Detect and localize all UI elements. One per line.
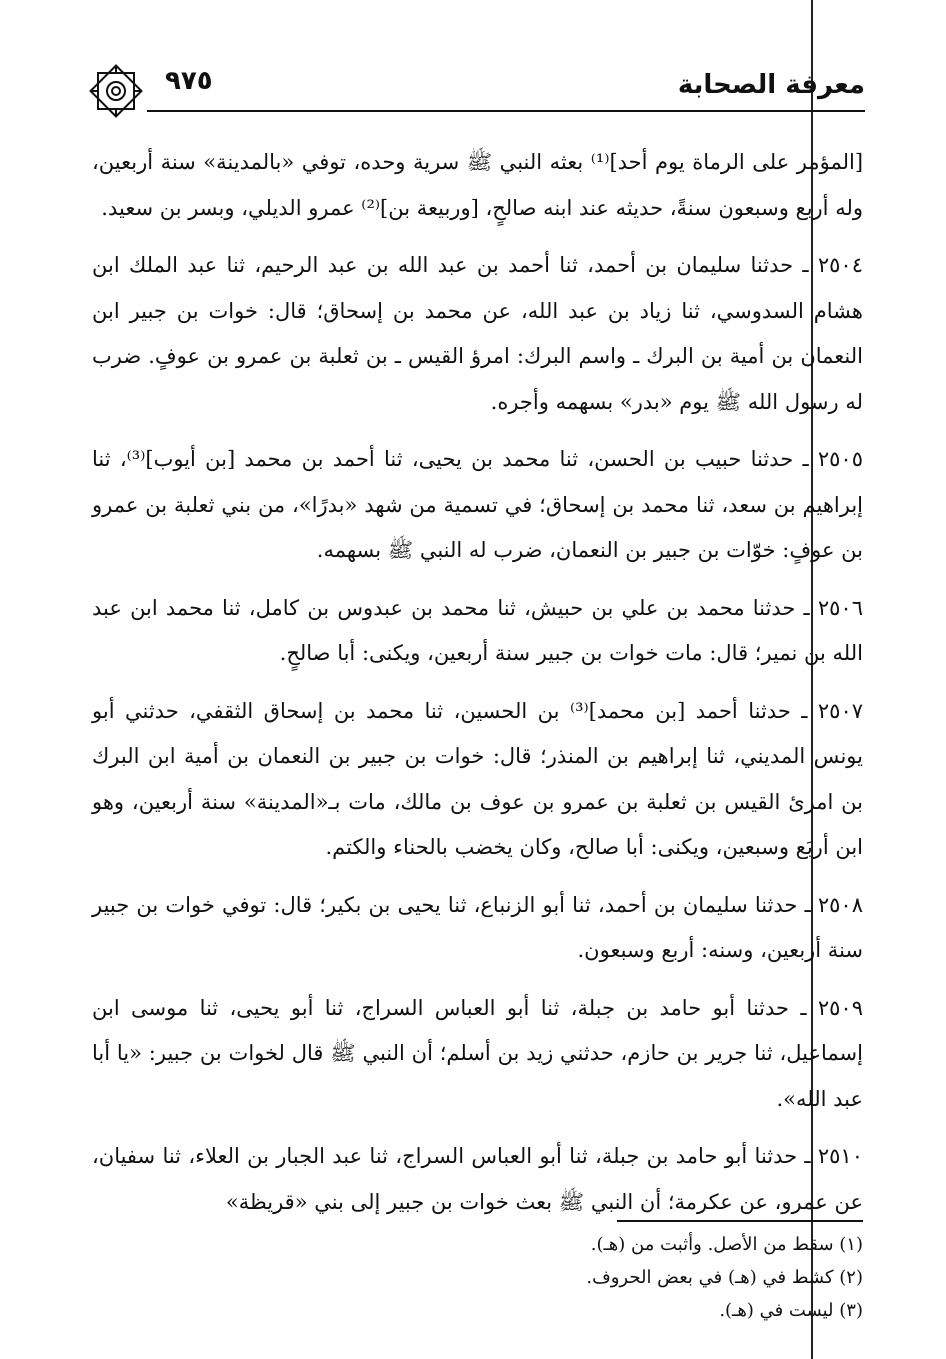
ornament-icon [85, 60, 147, 122]
paragraph-intro: [المؤمر على الرماة يوم أحد]⁽¹⁾ بعثه النبي ﷺ سرية وحده، توفي «بالمدينة» سنة أربعين، وله أربع وسبعون سنةً، حديثه عند ابنه صالحٍ، [وربيعة بن]⁽²⁾ عمرو الديلي، وبسر بن سعيد. [92, 150, 864, 220]
hadith-2507: ٢٥٠٧ ـ حدثنا أحمد [بن محمد]⁽³⁾ بن الحسين، ثنا محمد بن إسحاق الثقفي، حدثني أبو يونس المديني، ثنا إبراهيم بن المنذر؛ قال: خوات بن جبير بن النعمان بن أمية ابن البرك بن امرئ القيس بن ثعلبة بن عمرو بن عوف بن مالك، مات بـ«المدينة» سنة أربعين، وهو ابن أربَع وسبعين، ويكنى: أبا صالح، وكان يخضب بالحناء والكتم. [92, 698, 864, 859]
page-number: ٩٧٥ [165, 66, 213, 96]
footnote-1: (١) سقط من الأصل. وأثبت من (هـ). [590, 1234, 863, 1255]
hadith-2506: ٢٥٠٦ ـ حدثنا محمد بن علي بن حبيش، ثنا محمد بن عبدوس بن كامل، ثنا محمد ابن عبد الله بن نمير؛ قال: مات خوات بن جبير سنة أربعين، ويكنى: أبا صالحٍ. [92, 595, 863, 665]
header-rule [147, 110, 865, 112]
footnote-separator [617, 1220, 863, 1222]
running-title: معرفة الصحابة [677, 70, 865, 100]
page-header [85, 60, 865, 132]
footnote-2: (٢) كشط في (هـ) في بعض الحروف. [586, 1267, 863, 1288]
hadith-2509: ٢٥٠٩ ـ حدثنا أبو حامد بن جبلة، ثنا أبو العباس السراج، ثنا أبو يحيى، ثنا موسى ابن إسماعيل، ثنا جرير بن حازم، حدثني زيد بن أسلم؛ أن النبي ﷺ قال لخوات بن جبير: «يا أبا عبد الله». [92, 995, 863, 1111]
footnote-3: (٣) ليست في (هـ). [719, 1300, 863, 1321]
footnotes [92, 1228, 863, 1327]
hadith-2504: ٢٥٠٤ ـ حدثنا سليمان بن أحمد، ثنا أحمد بن عبد الله بن عبد الرحيم، ثنا عبد الملك ابن هشام السدوسي، ثنا زياد بن عبد الله، عن محمد بن إسحاق؛ قال: خوات بن جبير ابن النعمان بن أمية بن البرك ـ واسم البرك: امرؤ القيس ـ بن ثعلبة بن عمرو بن عوفٍ. ضرب له رسول الله ﷺ يوم «بدر» بسهمه وأجره. [92, 253, 863, 414]
main-text [92, 140, 863, 1225]
hadith-2508: ٢٥٠٨ ـ حدثنا سليمان بن أحمد، ثنا أبو الزنباع، ثنا يحيى بن بكير؛ قال: توفي خوات بن جبير سنة أربعين، وسنه: أربع وسبعون. [92, 892, 863, 962]
hadith-2505: ٢٥٠٥ ـ حدثنا حبيب بن الحسن، ثنا محمد بن يحيى، ثنا أحمد بن محمد [بن أيوب]⁽³⁾، ثنا إبراهيم بن سعد، ثنا محمد بن إسحاق؛ في تسمية من شهد «بدرًا»، من بني ثعلبة بن عمرو بن عوفٍ: خوّات بن جبير بن النعمان، ضرب له النبي ﷺ بسهمه. [92, 447, 863, 562]
hadith-2510: ٢٥١٠ ـ حدثنا أبو حامد بن جبلة، ثنا أبو العباس السراج، ثنا عبد الجبار بن العلاء، ثنا سفيان، عن عمرو، عن عكرمة؛ أن النبي ﷺ بعث خوات بن جبير إلى بني «قريظة» [92, 1144, 863, 1214]
